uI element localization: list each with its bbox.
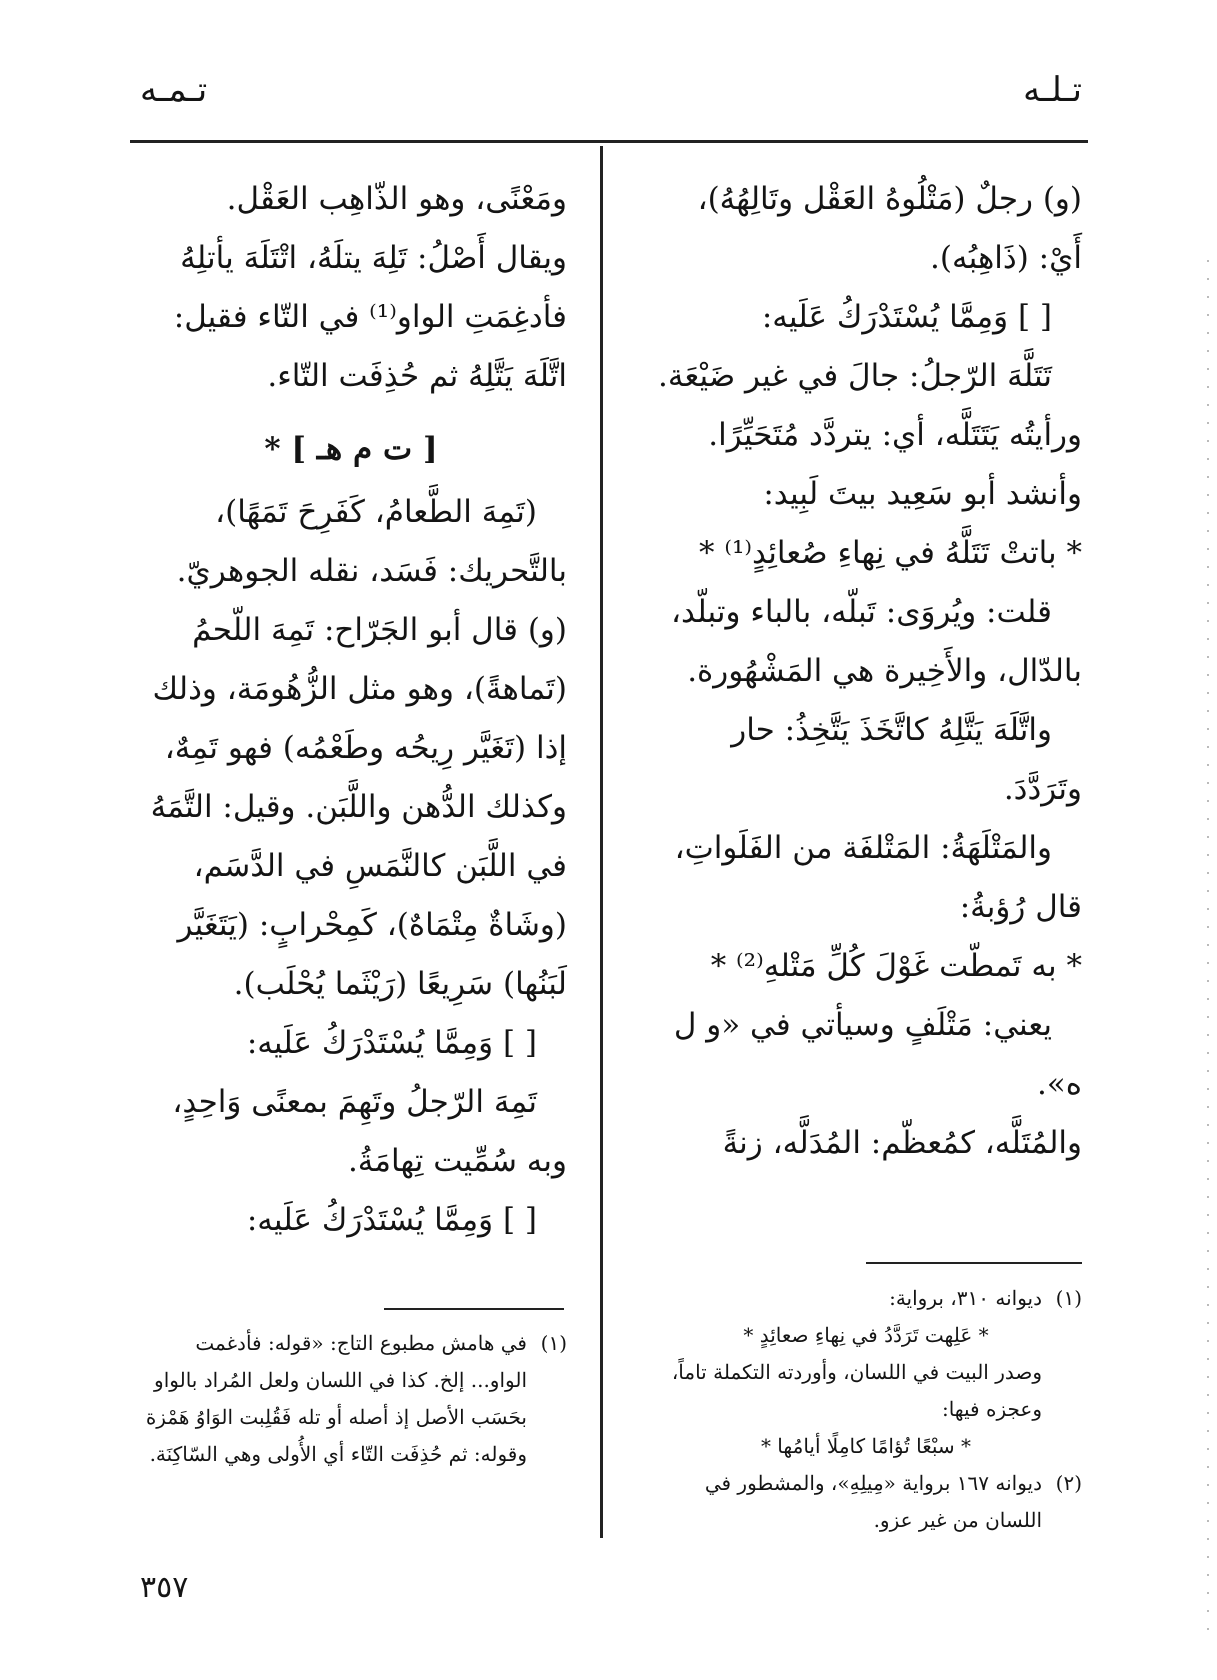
running-header-left: تـمـه xyxy=(140,70,208,110)
paragraph: [ ] وَمِمَّا يُسْتَدْرَكُ عَلَيه: xyxy=(761,299,1052,335)
paragraph: (و) قال أبو الجَرّاح: تَمِهَ اللّحمُ (تَماهةً)، وهو مثل الزُّهُومَة، وذلك إذا (تَغَيَّر رِيحُه وطَعْمُه) فهو تَمِهٌ، وكذلك الدُّهن واللَّبَن. وقيل: التَّمَهُ في اللَّبَن كالنَّمَسِ في الدَّسَم، (وشَاةٌ مِتْمَاهٌ)، كَمِحْرابٍ: (يَتَغَيَّر لَبَنُها) سَرِيعًا (رَيْثَما يُحْلَب). xyxy=(150,612,567,1002)
footnotes-right xyxy=(650,1280,1082,1539)
footnote-text: ديوانه ١٦٧ برواية «مِيلِهِ»، والمشطور في اللسان من غير عزو. xyxy=(704,1471,1042,1532)
footnote-text: وصدر البيت في اللسان، وأوردته التكملة تاماً، وعجزه فيها: xyxy=(671,1360,1042,1421)
paragraph: ومَعْنًى، وهو الذّاهِب العَقْل. xyxy=(226,181,567,217)
footnote-text: في هامش مطبوع التاج: «قوله: فأدغمت الواو... إلخ. كذا في اللسان ولعل المُراد بالواو بحَسَب الأصل إذ أصله أو تله فَقُلِبت الوَاوُ هَمْزة وقوله: ثم حُذِفَت التّاء أي الأُولى وهي السّاكِنَة. xyxy=(145,1331,527,1466)
footnotes-left xyxy=(135,1325,567,1473)
footnote-text: ديوانه ٣١٠، برواية: xyxy=(889,1286,1042,1310)
footnote xyxy=(135,1325,567,1473)
paragraph: [ ] وَمِمَّا يُسْتَدْرَكُ عَلَيه: xyxy=(246,1202,537,1238)
footnote xyxy=(650,1354,1082,1428)
page-number: ٣٥٧ xyxy=(140,1570,189,1605)
paragraph: [ ] وَمِمَّا يُسْتَدْرَكُ عَلَيه: xyxy=(246,1025,537,1061)
page-edge-marks xyxy=(1207,260,1209,1640)
paragraph: وأنشد أبو سَعِيد بيتَ لَبِيد: xyxy=(763,476,1082,512)
footnote xyxy=(650,1280,1082,1317)
column-divider xyxy=(600,146,603,1538)
paragraph: ورأيتُه يَتَتَلَّه، أي: يتردَّد مُتَحَيِّرًا. xyxy=(708,417,1082,453)
paragraph: والمُتَلَّه، كمُعظّم: المُدَلَّه، زنةً xyxy=(722,1125,1082,1161)
footnote-separator xyxy=(384,1308,564,1310)
footnote-verse: * سبْعًا تُؤامًا كامِلًا أيامُها * xyxy=(760,1434,972,1458)
header-rule xyxy=(130,140,1088,143)
footnote-separator xyxy=(866,1262,1082,1264)
paragraph: قلت: ويُروَى: تَبلّه، بالباء وتبلّد، بالدّال، والأَخِيرة هي المَشْهُورة. xyxy=(670,594,1082,689)
footnote-number: (١) xyxy=(1055,1286,1082,1310)
left-column xyxy=(135,170,567,1250)
running-header-right: تـلـه xyxy=(1023,70,1082,110)
footnote-verse: * عَلِهت تَرَدَّدُ في نِهاءِ صعائِدٍ * xyxy=(743,1323,989,1347)
paragraph: (و) رجلٌ (مَتْلُوهُ العَقْل وتَالِهُهُ)، أَيْ: (ذَاهِبُه). xyxy=(697,181,1082,276)
section-heading: [ ت م هـ ] * xyxy=(264,431,438,467)
paragraph: تَتَلَّهَ الرّجلُ: جالَ في غير ضَيْعَة. xyxy=(658,358,1052,394)
paragraph: والمَتْلَهَةُ: المَتْلفَة من الفَلَواتِ، قال رُؤبةُ: xyxy=(674,830,1082,925)
paragraph: تَمِهَ الرّجلُ وتَهِمَ بمعنًى وَاحِدٍ، وبه سُمِّيت تِهامَةُ. xyxy=(172,1084,567,1179)
footnote-number: (٢) xyxy=(1055,1471,1082,1495)
footnote xyxy=(650,1465,1082,1539)
paragraph: ويقال أَصْلُ: تَلِهَ يتلَهُ، اتْتَلَهَ يأتلِهُ فأدغِمَتِ الواو⁽¹⁾ في التّاء فقيل: اتَّلَهَ يَتَّلِهُ ثم حُذِفَت التّاء. xyxy=(173,240,567,394)
paragraph: (تَمِهَ الطَّعامُ، كَفَرِحَ تَمَهًا)، بالتَّحريك: فَسَد، نقله الجوهريّ. xyxy=(176,494,567,589)
paragraph: واتَّلَهَ يَتَّلِهُ كاتَّخَذَ يَتَّخِذُ: حار وتَرَدَّدَ. xyxy=(731,712,1082,807)
footnote-number: (١) xyxy=(540,1331,567,1355)
verse-line: * به تَمطّت غَوْلَ كُلِّ مَتْلهِ⁽²⁾ * xyxy=(710,948,1082,984)
paragraph: يعني: مَتْلَفٍ وسيأتي في «و ل ه». xyxy=(673,1007,1082,1102)
right-column xyxy=(650,170,1082,1173)
verse-line: * باتتْ تَتَلَّهُ في نِهاءِ صُعائِدٍ⁽¹⁾ * xyxy=(698,535,1082,571)
